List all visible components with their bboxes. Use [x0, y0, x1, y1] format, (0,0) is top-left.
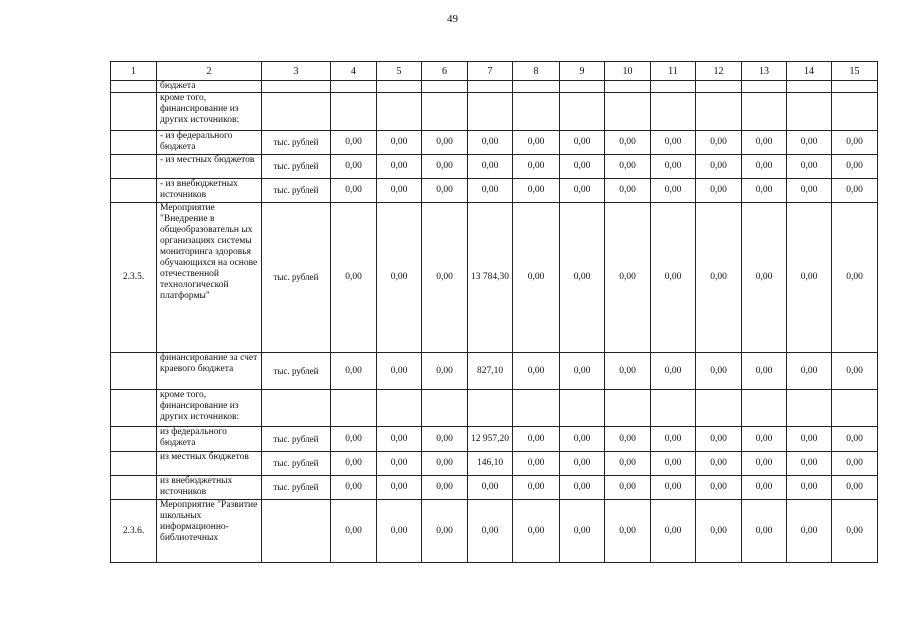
- value-cell: 0,00: [422, 452, 468, 476]
- table-row: [111, 155, 878, 179]
- value-cell: [787, 390, 832, 427]
- value-cell: 0,00: [787, 427, 832, 452]
- value-cell: 0,00: [605, 500, 651, 563]
- value-cell: 0,00: [651, 500, 696, 563]
- value-cell: 0,00: [377, 155, 422, 179]
- unit-cell: тыс. рублей: [262, 452, 331, 476]
- row-number-cell: [111, 390, 157, 427]
- value-cell: 0,00: [560, 500, 605, 563]
- value-cell: 0,00: [605, 131, 651, 155]
- value-cell: 0,00: [832, 203, 878, 353]
- value-cell: [468, 390, 513, 427]
- column-header: 11: [651, 62, 696, 81]
- row-number-cell: 2.3.6.: [111, 500, 157, 563]
- column-header: 6: [422, 62, 468, 81]
- value-cell: [513, 93, 560, 131]
- value-cell: 0,00: [331, 500, 377, 563]
- value-cell: 0,00: [331, 427, 377, 452]
- value-cell: 0,00: [787, 131, 832, 155]
- value-cell: 0,00: [832, 131, 878, 155]
- description-cell: - из местных бюджетов: [157, 155, 262, 179]
- value-cell: 0,00: [651, 131, 696, 155]
- value-cell: [832, 81, 878, 93]
- value-cell: 0,00: [605, 203, 651, 353]
- value-cell: 0,00: [513, 131, 560, 155]
- value-cell: 0,00: [422, 427, 468, 452]
- value-cell: [377, 81, 422, 93]
- value-cell: [468, 81, 513, 93]
- value-cell: [742, 390, 787, 427]
- value-cell: 0,00: [651, 427, 696, 452]
- column-header: 2: [157, 62, 262, 81]
- value-cell: [605, 390, 651, 427]
- value-cell: 13 784,30: [468, 203, 513, 353]
- value-cell: 0,00: [651, 452, 696, 476]
- value-cell: [605, 81, 651, 93]
- value-cell: [742, 93, 787, 131]
- value-cell: 0,00: [513, 203, 560, 353]
- description-cell: кроме того, финансирование из других источников:: [157, 93, 262, 131]
- column-header: 9: [560, 62, 605, 81]
- row-number-cell: [111, 353, 157, 390]
- value-cell: 0,00: [513, 155, 560, 179]
- unit-cell: [262, 81, 331, 93]
- value-cell: 0,00: [560, 452, 605, 476]
- value-cell: [422, 81, 468, 93]
- column-header: 5: [377, 62, 422, 81]
- value-cell: 146,10: [468, 452, 513, 476]
- value-cell: 827,10: [468, 353, 513, 390]
- value-cell: 0,00: [651, 155, 696, 179]
- value-cell: 0,00: [605, 179, 651, 203]
- value-cell: [651, 390, 696, 427]
- column-header: 14: [787, 62, 832, 81]
- description-cell: кроме того, финансирование из других источников:: [157, 390, 262, 427]
- value-cell: 0,00: [651, 476, 696, 500]
- value-cell: 0,00: [377, 427, 422, 452]
- value-cell: 0,00: [560, 203, 605, 353]
- value-cell: 0,00: [696, 353, 742, 390]
- value-cell: 0,00: [696, 155, 742, 179]
- value-cell: [560, 390, 605, 427]
- value-cell: 0,00: [742, 179, 787, 203]
- value-cell: [742, 81, 787, 93]
- table-header-row: [111, 62, 878, 81]
- value-cell: 0,00: [696, 179, 742, 203]
- value-cell: 0,00: [832, 155, 878, 179]
- value-cell: 0,00: [651, 179, 696, 203]
- value-cell: [560, 81, 605, 93]
- value-cell: [832, 93, 878, 131]
- description-cell: - из федерального бюджета: [157, 131, 262, 155]
- value-cell: 0,00: [742, 476, 787, 500]
- row-number-cell: [111, 155, 157, 179]
- column-header: 15: [832, 62, 878, 81]
- row-number-cell: [111, 93, 157, 131]
- unit-cell: тыс. рублей: [262, 131, 331, 155]
- row-number-cell: [111, 452, 157, 476]
- value-cell: 0,00: [605, 155, 651, 179]
- value-cell: 0,00: [560, 179, 605, 203]
- value-cell: 0,00: [832, 179, 878, 203]
- value-cell: 0,00: [696, 427, 742, 452]
- value-cell: 0,00: [832, 476, 878, 500]
- description-cell: из внебюджетных источников: [157, 476, 262, 500]
- value-cell: [331, 390, 377, 427]
- value-cell: 0,00: [742, 500, 787, 563]
- value-cell: 0,00: [742, 203, 787, 353]
- row-number-cell: [111, 476, 157, 500]
- value-cell: 0,00: [742, 131, 787, 155]
- description-cell: из местных бюджетов: [157, 452, 262, 476]
- value-cell: 0,00: [377, 203, 422, 353]
- value-cell: [377, 390, 422, 427]
- value-cell: [331, 81, 377, 93]
- value-cell: 0,00: [377, 131, 422, 155]
- table-row: [111, 353, 878, 390]
- value-cell: [651, 93, 696, 131]
- table-row: [111, 81, 878, 93]
- value-cell: 0,00: [832, 427, 878, 452]
- value-cell: 0,00: [742, 155, 787, 179]
- value-cell: 0,00: [331, 131, 377, 155]
- value-cell: 0,00: [422, 131, 468, 155]
- value-cell: 0,00: [605, 427, 651, 452]
- column-header: 10: [605, 62, 651, 81]
- description-cell: бюджета: [157, 81, 262, 93]
- unit-cell: [262, 390, 331, 427]
- value-cell: [696, 93, 742, 131]
- column-header: 8: [513, 62, 560, 81]
- value-cell: 0,00: [787, 203, 832, 353]
- value-cell: 0,00: [468, 179, 513, 203]
- value-cell: 0,00: [560, 353, 605, 390]
- value-cell: 0,00: [468, 131, 513, 155]
- value-cell: [696, 81, 742, 93]
- value-cell: 0,00: [331, 179, 377, 203]
- value-cell: 0,00: [468, 155, 513, 179]
- description-cell: финансирование за счет краевого бюджета: [157, 353, 262, 390]
- value-cell: 0,00: [331, 476, 377, 500]
- value-cell: 0,00: [331, 353, 377, 390]
- value-cell: 0,00: [787, 452, 832, 476]
- row-number-cell: [111, 131, 157, 155]
- column-header: 12: [696, 62, 742, 81]
- unit-cell: тыс. рублей: [262, 353, 331, 390]
- value-cell: 0,00: [422, 353, 468, 390]
- unit-cell: тыс. рублей: [262, 427, 331, 452]
- table-row: [111, 427, 878, 452]
- column-header: 1: [111, 62, 157, 81]
- value-cell: 0,00: [377, 179, 422, 203]
- value-cell: 0,00: [377, 500, 422, 563]
- table-row: [111, 476, 878, 500]
- value-cell: 0,00: [331, 452, 377, 476]
- table-row: [111, 452, 878, 476]
- value-cell: 0,00: [605, 476, 651, 500]
- value-cell: 0,00: [605, 353, 651, 390]
- description-cell: из федерального бюджета: [157, 427, 262, 452]
- value-cell: 0,00: [787, 179, 832, 203]
- row-number-cell: 2.3.5.: [111, 203, 157, 353]
- unit-cell: тыс. рублей: [262, 476, 331, 500]
- column-header: 3: [262, 62, 331, 81]
- budget-table: [110, 61, 878, 563]
- value-cell: 0,00: [377, 476, 422, 500]
- value-cell: 0,00: [787, 500, 832, 563]
- value-cell: 0,00: [651, 203, 696, 353]
- column-header: 4: [331, 62, 377, 81]
- value-cell: 0,00: [513, 353, 560, 390]
- row-number-cell: [111, 81, 157, 93]
- value-cell: [696, 390, 742, 427]
- value-cell: 0,00: [377, 452, 422, 476]
- row-number-cell: [111, 179, 157, 203]
- value-cell: 0,00: [787, 155, 832, 179]
- value-cell: 0,00: [560, 427, 605, 452]
- value-cell: [832, 390, 878, 427]
- value-cell: 0,00: [422, 179, 468, 203]
- value-cell: 0,00: [331, 155, 377, 179]
- value-cell: 0,00: [513, 476, 560, 500]
- column-header: 7: [468, 62, 513, 81]
- value-cell: 0,00: [742, 427, 787, 452]
- value-cell: 0,00: [468, 500, 513, 563]
- value-cell: 0,00: [513, 500, 560, 563]
- unit-cell: тыс. рублей: [262, 179, 331, 203]
- unit-cell: [262, 500, 331, 563]
- value-cell: 0,00: [422, 500, 468, 563]
- table-row: [111, 203, 878, 353]
- row-number-cell: [111, 427, 157, 452]
- value-cell: [787, 93, 832, 131]
- table-row: [111, 179, 878, 203]
- value-cell: 0,00: [468, 476, 513, 500]
- table-row: [111, 390, 878, 427]
- value-cell: [651, 81, 696, 93]
- unit-cell: тыс. рублей: [262, 203, 331, 353]
- value-cell: 0,00: [377, 353, 422, 390]
- value-cell: [513, 390, 560, 427]
- column-header: 13: [742, 62, 787, 81]
- description-cell: - из внебюджетных источников: [157, 179, 262, 203]
- value-cell: 0,00: [513, 452, 560, 476]
- table-row: [111, 131, 878, 155]
- description-cell: Мероприятие "Развитие школьных информационно-библиотечных: [157, 500, 262, 563]
- value-cell: 0,00: [560, 476, 605, 500]
- value-cell: 0,00: [832, 452, 878, 476]
- value-cell: 0,00: [696, 500, 742, 563]
- value-cell: [377, 93, 422, 131]
- value-cell: [422, 390, 468, 427]
- description-cell: Мероприятие "Внедрение в общеобразовательн ых организациях системы мониторинга здоровья обучающихся на основе отечественной технологической платформы": [157, 203, 262, 353]
- value-cell: [787, 81, 832, 93]
- value-cell: 12 957,20: [468, 427, 513, 452]
- value-cell: 0,00: [832, 353, 878, 390]
- value-cell: 0,00: [651, 353, 696, 390]
- value-cell: 0,00: [696, 131, 742, 155]
- value-cell: 0,00: [696, 476, 742, 500]
- page-number: 49: [447, 13, 458, 25]
- value-cell: 0,00: [605, 452, 651, 476]
- value-cell: 0,00: [331, 203, 377, 353]
- value-cell: 0,00: [787, 476, 832, 500]
- value-cell: [560, 93, 605, 131]
- value-cell: 0,00: [560, 131, 605, 155]
- value-cell: 0,00: [832, 500, 878, 563]
- value-cell: [468, 93, 513, 131]
- value-cell: [605, 93, 651, 131]
- value-cell: 0,00: [422, 476, 468, 500]
- value-cell: 0,00: [422, 203, 468, 353]
- value-cell: 0,00: [560, 155, 605, 179]
- value-cell: 0,00: [696, 452, 742, 476]
- value-cell: 0,00: [422, 155, 468, 179]
- value-cell: 0,00: [513, 427, 560, 452]
- unit-cell: [262, 93, 331, 131]
- value-cell: 0,00: [696, 203, 742, 353]
- value-cell: 0,00: [742, 353, 787, 390]
- value-cell: [513, 81, 560, 93]
- value-cell: 0,00: [787, 353, 832, 390]
- table-row: [111, 93, 878, 131]
- unit-cell: тыс. рублей: [262, 155, 331, 179]
- value-cell: [331, 93, 377, 131]
- value-cell: [422, 93, 468, 131]
- table-row: [111, 500, 878, 563]
- value-cell: 0,00: [742, 452, 787, 476]
- value-cell: 0,00: [513, 179, 560, 203]
